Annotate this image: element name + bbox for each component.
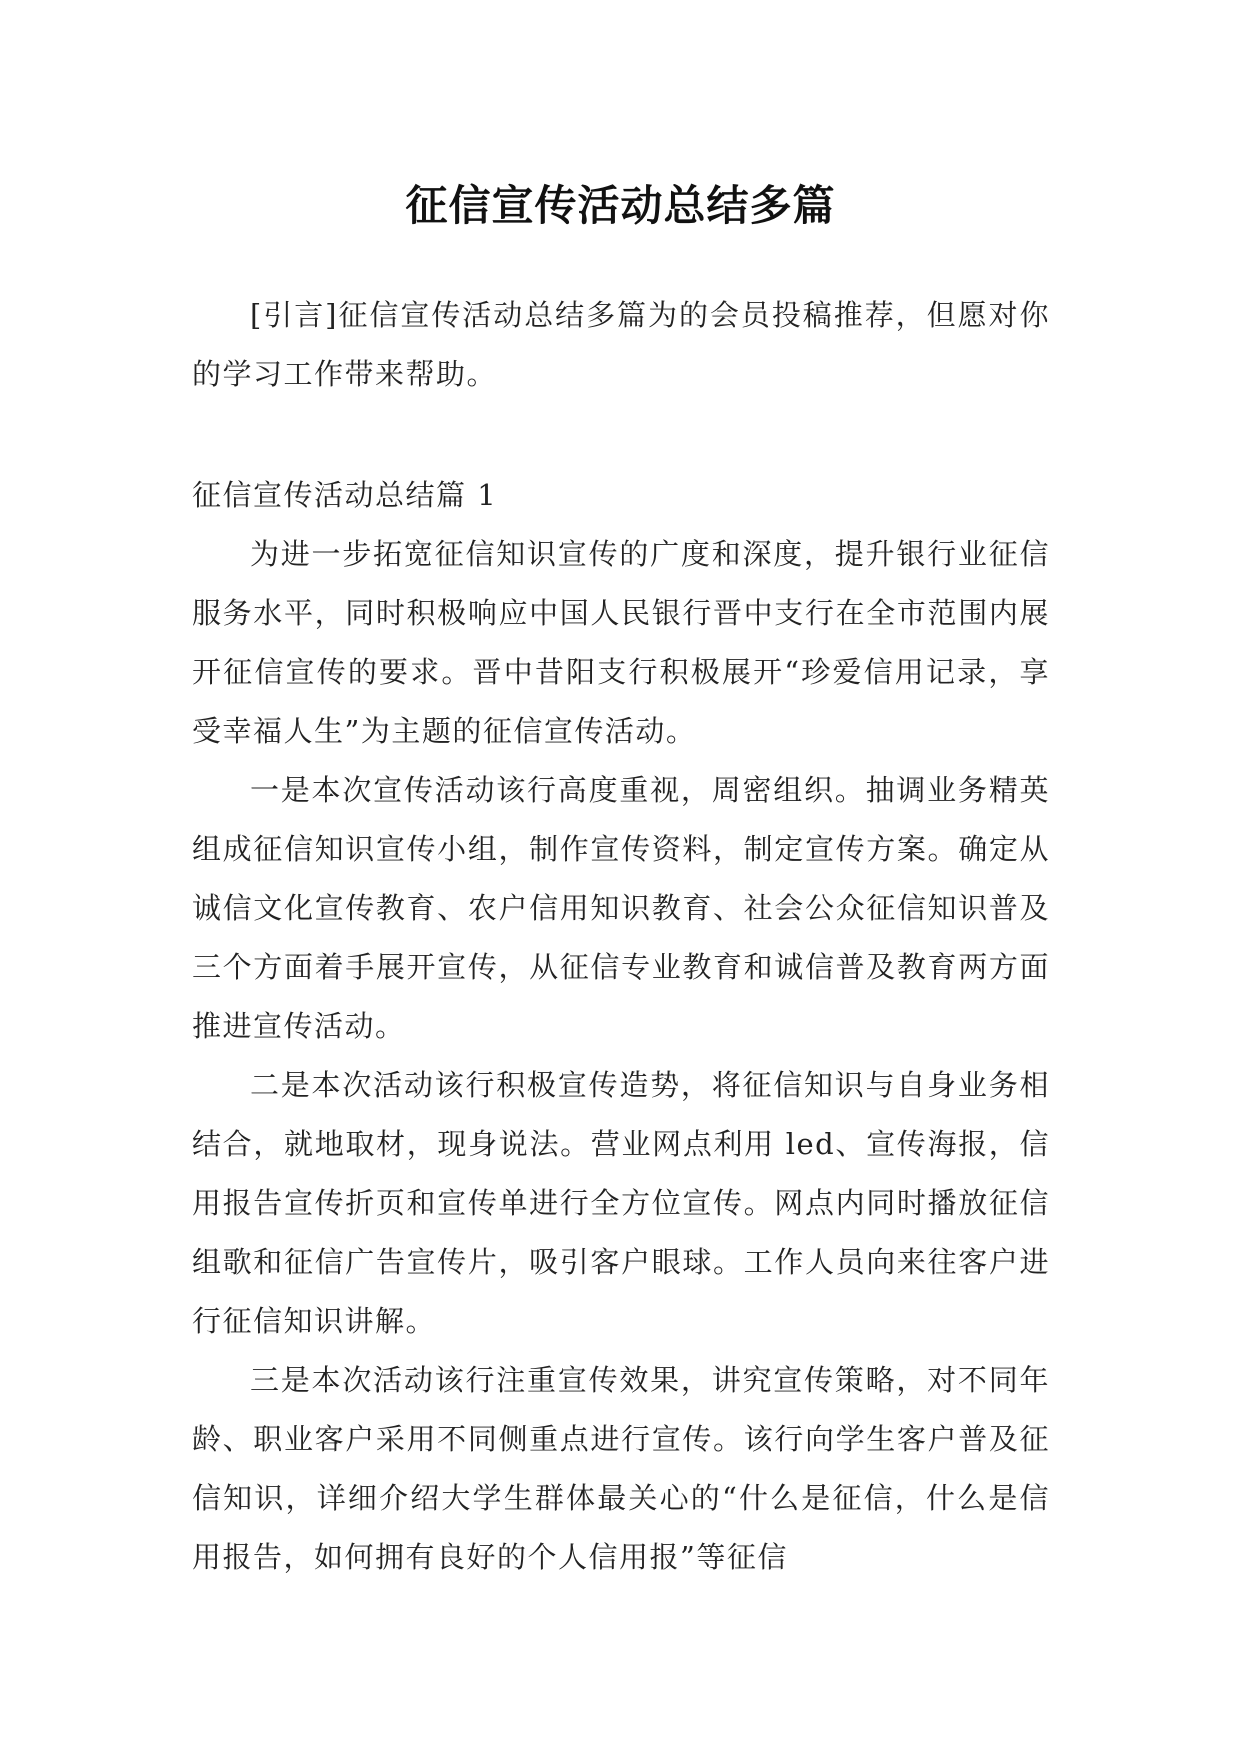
intro-paragraph: [引言]征信宣传活动总结多篇为的会员投稿推荐，但愿对你的学习工作带来帮助。 — [192, 298, 1050, 391]
document-title: 征信宣传活动总结多篇 — [405, 181, 836, 231]
document-body — [192, 286, 1050, 1587]
section-heading: 征信宣传活动总结篇 1 — [192, 478, 498, 512]
body-paragraph-3: 二是本次活动该行积极宣传造势，将征信知识与自身业务相结合，就地取材，现身说法。营业网点利用 led、宣传海报，信用报告宣传折页和宣传单进行全方位宣传。网点内同时播放征信组歌和征信广告宣传片，吸引客户眼球。工作人员向来往客户进行征信知识讲解。 — [192, 1068, 1050, 1338]
body-paragraph-2: 一是本次宣传活动该行高度重视，周密组织。抽调业务精英组成征信知识宣传小组，制作宣传资料，制定宣传方案。确定从诚信文化宣传教育、农户信用知识教育、社会公众征信知识普及三个方面着手展开宣传，从征信专业教育和诚信普及教育两方面推进宣传活动。 — [192, 773, 1050, 1043]
body-paragraph-1: 为进一步拓宽征信知识宣传的广度和深度，提升银行业征信服务水平，同时积极响应中国人民银行晋中支行在全市范围内展开征信宣传的要求。晋中昔阳支行积极展开“珍爱信用记录，享受幸福人生”为主题的征信宣传活动。 — [192, 537, 1050, 748]
body-paragraph-4: 三是本次活动该行注重宣传效果，讲究宣传策略，对不同年龄、职业客户采用不同侧重点进行宣传。该行向学生客户普及征信知识，详细介绍大学生群体最关心的“什么是征信，什么是信用报告，如何拥有良好的个人信用报”等征信 — [192, 1363, 1050, 1574]
